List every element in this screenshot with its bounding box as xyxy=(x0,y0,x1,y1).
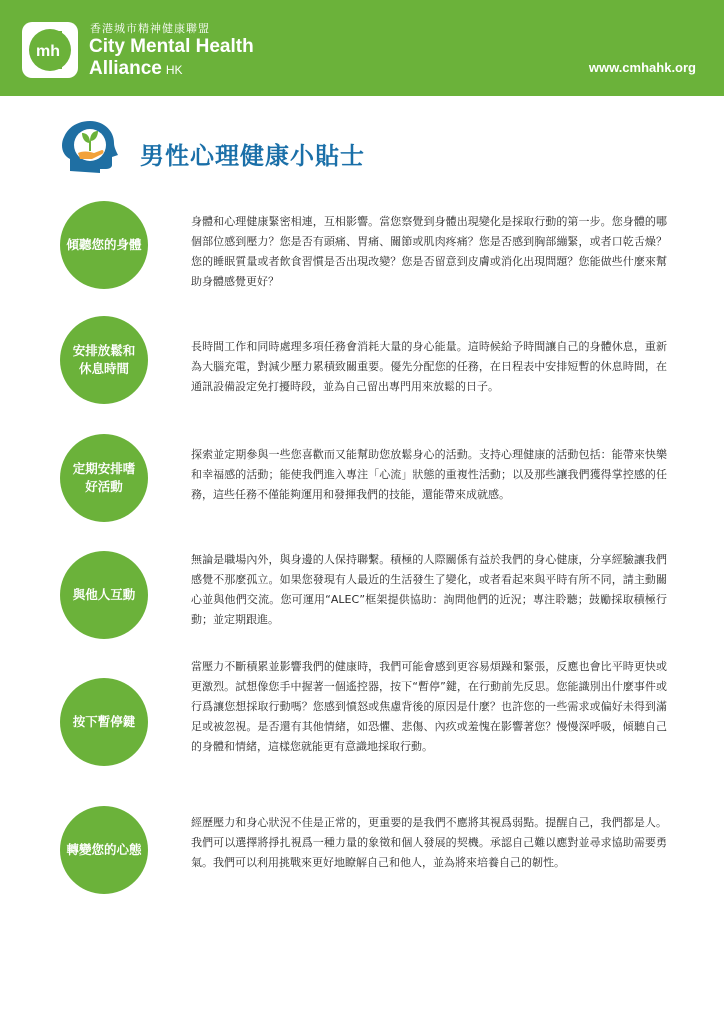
tip-body: 身體和心理健康緊密相連，互相影響。當您察覺到身體出現變化是採取行動的第一步。您身體的哪個部位感到壓力？您是否有頭痛、胃痛、關節或肌肉疼痛？您是否感到胸部繃緊，或者口乾舌燥？您的睡眠質量或者飲食習慣是否出現改變？您是否留意到皮膚或消化出現問題？您能做些什麼來幫助身體感覺更好？ xyxy=(191,215,667,288)
logo-text: mh xyxy=(36,43,60,60)
org-suffix-hk: HK xyxy=(165,63,183,77)
tip-body: 無論是職場內外，與身邊的人保持聯繫。積極的人際關係有益於我們的身心健康，分享經驗讓我們感覺不那麼孤立。如果您發現有人最近的生活發生了變化，或者看起來與平時有所不同，請主動關心並與他們交流。您可運用“ALEC”框架提供協助：詢問他們的近況；專注聆聽；鼓勵採取積極行動；並定期跟進。 xyxy=(191,553,667,626)
header-bar xyxy=(0,0,724,96)
head-with-hand-plant-icon xyxy=(60,119,122,175)
org-name-en-line1: City Mental Health xyxy=(89,36,254,57)
tip-heading: 轉變您的心態 xyxy=(66,842,142,857)
page-title: 男性心理健康小貼士 xyxy=(140,142,365,170)
tip-body: 當壓力不斷積累並影響我們的健康時，我們可能會感到更容易煩躁和緊張，反應也會比平時更快或更激烈。試想像您手中握著一個遙控器，按下“暫停”鍵，在行動前先反思。您能識別出什麼事件或行爲讓您想採取行動嗎？您感到憤怒或焦慮背後的原因是什麼？也許您的一些需求或偏好未得到滿足或被忽視。是否還有其他情緒，如恐懼、悲傷、內疚或羞愧在影響著您？慢慢深呼吸，傾聽自己的身體和情緒，這樣您就能更有意識地採取行動。 xyxy=(191,660,667,753)
tip-body: 經歷壓力和身心狀況不佳是正常的，更重要的是我們不應將其視爲弱點。提醒自己，我們都是人。我們可以選擇將掙扎視爲一種力量的象徵和個人發展的契機。承認自己難以應對並尋求協助需要勇氣。我們可以利用挑戰來更好地瞭解自己和他人，並為將來培養自己的韌性。 xyxy=(191,816,667,869)
tip-body: 長時間工作和同時處理多項任務會消耗大量的身心能量。這時候給予時間讓自己的身體休息，重新為大腦充電，對減少壓力累積致關重要。優先分配您的任務，在日程表中安排短暫的休息時間，在通訊設備設定免打擾時段，並為自己留出專門用來放鬆的日子。 xyxy=(191,340,667,393)
tip-heading: 傾聽您的身體 xyxy=(66,237,142,252)
tip-heading: 定期安排嗜 好活動 xyxy=(72,461,136,494)
tip-heading-circle xyxy=(60,316,148,404)
cmha-logo xyxy=(22,22,78,78)
org-name-zh: 香港城市精神健康聯盟 xyxy=(90,22,210,35)
tip-heading-circle xyxy=(60,201,148,289)
tip-heading-circle xyxy=(60,806,148,894)
org-name-en-line2 xyxy=(89,58,183,80)
tip-heading: 與他人互動 xyxy=(72,587,136,602)
org-name-en-alliance: Alliance xyxy=(89,58,162,79)
tip-heading-circle xyxy=(60,434,148,522)
tip-heading: 按下暫停鍵 xyxy=(72,714,136,729)
tip-body: 探索並定期參與一些您喜歡而又能幫助您放鬆身心的活動。支持心理健康的活動包括：能帶來快樂和幸福感的活動；能使我們進入專注「心流」狀態的重複性活動；以及那些讓我們獲得掌控感的任務，這些任務不僅能夠運用和發揮我們的技能，還能帶來成就感。 xyxy=(191,448,667,501)
tip-heading: 安排放鬆和 休息時間 xyxy=(72,343,136,376)
tip-heading-circle xyxy=(60,678,148,766)
tip-heading-circle xyxy=(60,551,148,639)
website-link[interactable]: www.cmhahk.org xyxy=(588,60,696,75)
